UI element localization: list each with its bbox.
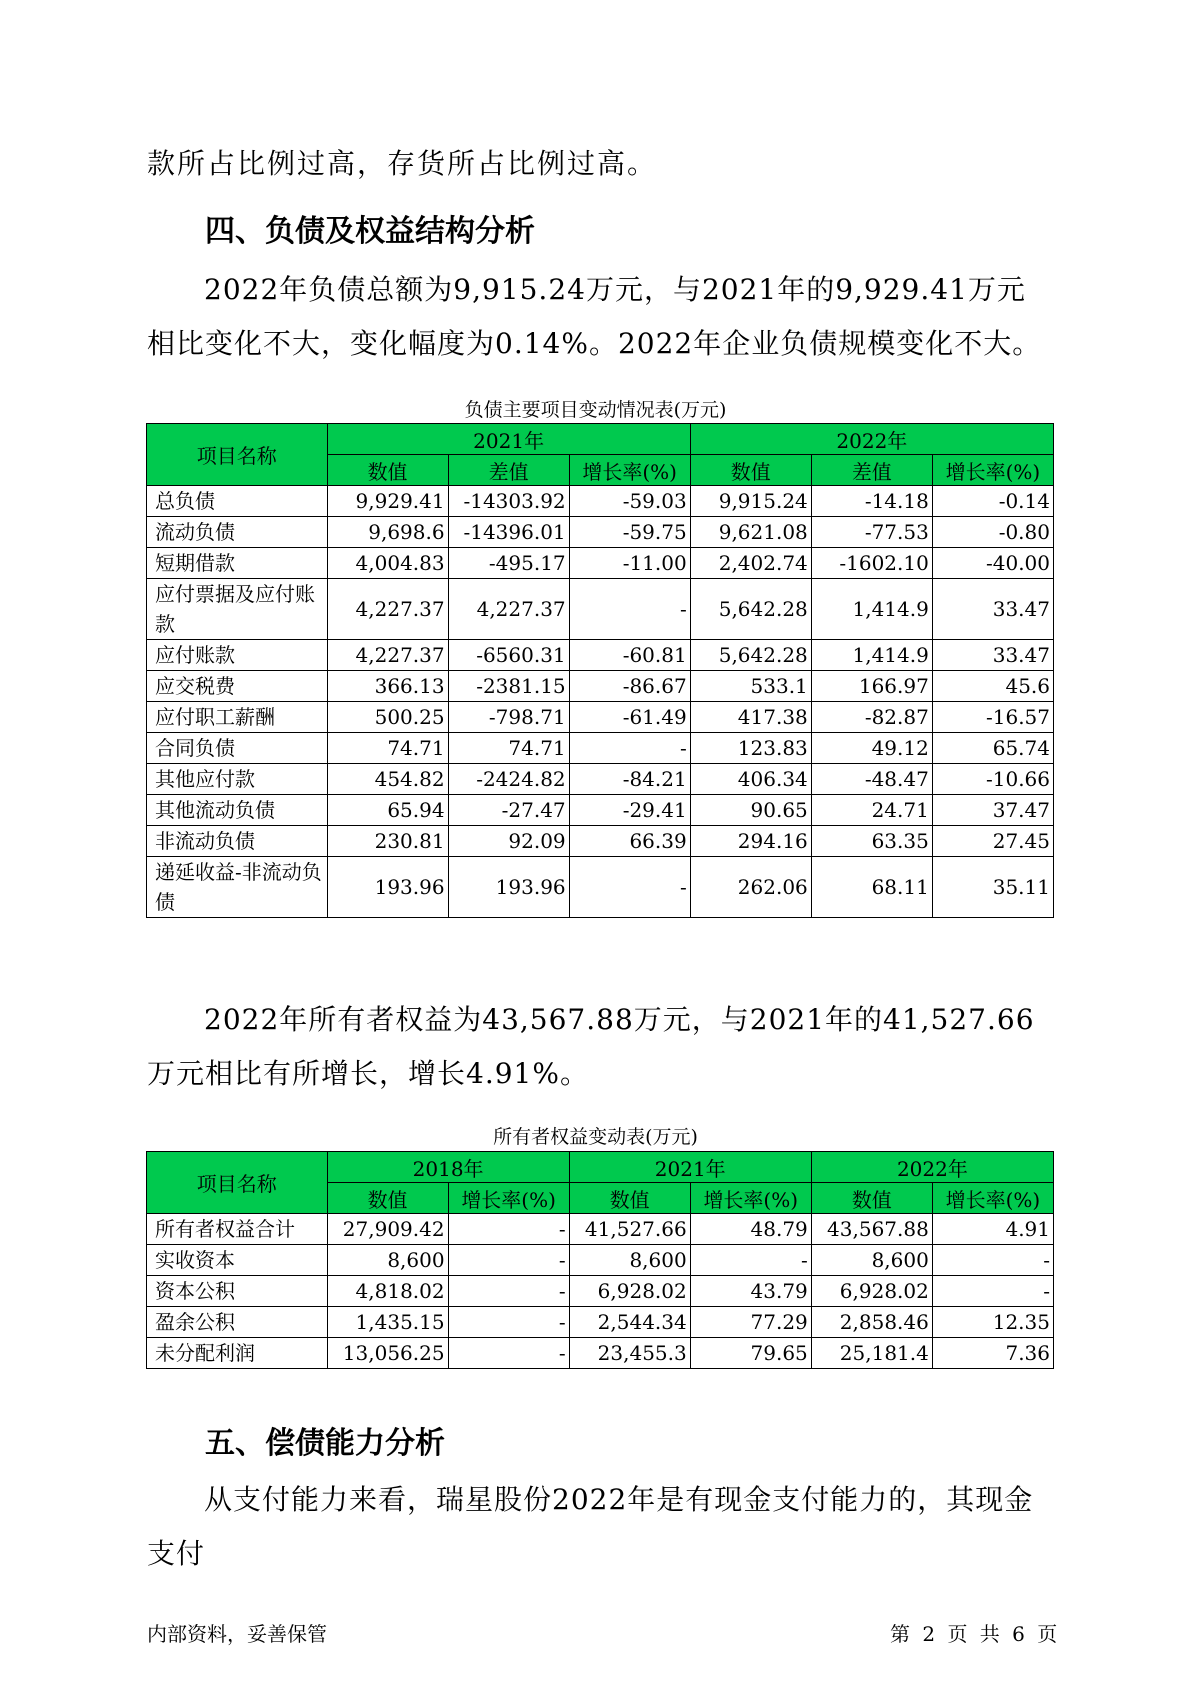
item-header: 项目名称 <box>147 424 328 486</box>
year-header: 2022年 <box>690 424 1053 455</box>
table-cell: 49.12 <box>811 733 932 764</box>
subheader: 增长率(%) <box>690 1183 811 1214</box>
table-cell: -60.81 <box>569 640 690 671</box>
table-cell: 37.47 <box>932 795 1053 826</box>
row-label: 盈余公积 <box>147 1307 328 1338</box>
table-cell: - <box>932 1245 1053 1276</box>
footer-confidential-note: 内部资料，妥善保管 <box>147 1622 327 1646</box>
table2-caption: 所有者权益变动表(万元) <box>493 1126 698 1148</box>
table-cell: 7.36 <box>932 1338 1053 1369</box>
table-cell: 66.39 <box>569 826 690 857</box>
table-cell: 65.74 <box>932 733 1053 764</box>
item-header: 项目名称 <box>147 1152 328 1214</box>
table-cell: 366.13 <box>327 671 448 702</box>
table-cell: -59.03 <box>569 486 690 517</box>
table-cell: 2,544.34 <box>569 1307 690 1338</box>
table-cell: 230.81 <box>327 826 448 857</box>
table-cell: 9,698.6 <box>327 517 448 548</box>
table-cell: -48.47 <box>811 764 932 795</box>
row-label: 未分配利润 <box>147 1338 328 1369</box>
table-cell: 1,435.15 <box>327 1307 448 1338</box>
table-cell: -0.14 <box>932 486 1053 517</box>
row-label: 短期借款 <box>147 548 328 579</box>
subheader: 数值 <box>690 455 811 486</box>
row-label: 应付职工薪酬 <box>147 702 328 733</box>
liability-summary-text: 2022年负债总额为9,915.24万元，与2021年的9,929.41万元相比变化不大，变化幅度为0.14%。2022年企业负债规模变化不大。 <box>147 273 1042 360</box>
row-label: 所有者权益合计 <box>147 1214 328 1245</box>
equity-summary-text: 2022年所有者权益为43,567.88万元，与2021年的41,527.66万元相比有所增长，增长4.91%。 <box>147 1003 1035 1090</box>
row-label: 递延收益-非流动负债 <box>147 857 328 918</box>
table-cell: - <box>448 1245 569 1276</box>
table-cell: -6560.31 <box>448 640 569 671</box>
table-row <box>147 548 1054 579</box>
table1-caption: 负债主要项目变动情况表(万元) <box>464 399 727 421</box>
table-cell: -86.67 <box>569 671 690 702</box>
table-cell: 45.6 <box>932 671 1053 702</box>
liability-summary-paragraph <box>147 263 1047 371</box>
subheader: 增长率(%) <box>448 1183 569 1214</box>
table-cell: 63.35 <box>811 826 932 857</box>
table-cell: 9,621.08 <box>690 517 811 548</box>
table-cell: 2,402.74 <box>690 548 811 579</box>
row-label: 合同负债 <box>147 733 328 764</box>
table-cell: 4.91 <box>932 1214 1053 1245</box>
table-row <box>147 826 1054 857</box>
table-cell: 8,600 <box>569 1245 690 1276</box>
table-cell: 27.45 <box>932 826 1053 857</box>
table-cell: 77.29 <box>690 1307 811 1338</box>
year-header: 2021年 <box>327 424 690 455</box>
table-row <box>147 702 1054 733</box>
table-cell: 65.94 <box>327 795 448 826</box>
subheader: 增长率(%) <box>932 1183 1053 1214</box>
table-cell: - <box>448 1307 569 1338</box>
table-row <box>147 1276 1054 1307</box>
table-cell: -11.00 <box>569 548 690 579</box>
table-cell: -29.41 <box>569 795 690 826</box>
table-cell: 4,227.37 <box>448 579 569 640</box>
row-label: 非流动负债 <box>147 826 328 857</box>
table-cell: 4,004.83 <box>327 548 448 579</box>
footer-page-number: 第 2 页 共 6 页 <box>890 1622 1058 1646</box>
subheader: 数值 <box>327 1183 448 1214</box>
table-cell: 5,642.28 <box>690 579 811 640</box>
table-cell: 8,600 <box>327 1245 448 1276</box>
table-cell: 123.83 <box>690 733 811 764</box>
table-cell: 92.09 <box>448 826 569 857</box>
table-cell: -14.18 <box>811 486 932 517</box>
table-cell: -0.80 <box>932 517 1053 548</box>
equity-summary-paragraph <box>147 993 1047 1101</box>
table-cell: -1602.10 <box>811 548 932 579</box>
table-cell: -14396.01 <box>448 517 569 548</box>
table-cell: 417.38 <box>690 702 811 733</box>
table-cell: -2424.82 <box>448 764 569 795</box>
year-header: 2018年 <box>327 1152 569 1183</box>
table-row <box>147 579 1054 640</box>
table-cell: 74.71 <box>448 733 569 764</box>
table-cell: 23,455.3 <box>569 1338 690 1369</box>
table-cell: -495.17 <box>448 548 569 579</box>
table-cell: 166.97 <box>811 671 932 702</box>
table-cell: 79.65 <box>690 1338 811 1369</box>
subheader: 增长率(%) <box>932 455 1053 486</box>
subheader: 增长率(%) <box>569 455 690 486</box>
table-row <box>147 857 1054 918</box>
table-cell: 193.96 <box>448 857 569 918</box>
year-header: 2022年 <box>811 1152 1053 1183</box>
table-row <box>147 640 1054 671</box>
liability-table <box>146 423 1054 918</box>
row-label: 流动负债 <box>147 517 328 548</box>
row-label: 资本公积 <box>147 1276 328 1307</box>
table-cell: - <box>569 857 690 918</box>
solvency-paragraph <box>147 1473 1047 1581</box>
table-cell: 27,909.42 <box>327 1214 448 1245</box>
row-label: 其他应付款 <box>147 764 328 795</box>
table-cell: 1,414.9 <box>811 579 932 640</box>
intro-line: 款所占比例过高，存货所占比例过高。 <box>147 147 658 180</box>
table-cell: 24.71 <box>811 795 932 826</box>
table-cell: 41,527.66 <box>569 1214 690 1245</box>
table-cell: 9,915.24 <box>690 486 811 517</box>
table-cell: - <box>690 1245 811 1276</box>
row-label: 实收资本 <box>147 1245 328 1276</box>
table-cell: 294.16 <box>690 826 811 857</box>
table-cell: 454.82 <box>327 764 448 795</box>
table-cell: - <box>932 1276 1053 1307</box>
table-cell: 25,181.4 <box>811 1338 932 1369</box>
row-label: 总负债 <box>147 486 328 517</box>
subheader: 差值 <box>811 455 932 486</box>
table-cell: 33.47 <box>932 640 1053 671</box>
table-cell: 12.35 <box>932 1307 1053 1338</box>
table-cell: 262.06 <box>690 857 811 918</box>
section-5-heading: 五、偿债能力分析 <box>205 1426 445 1461</box>
table-cell: -2381.15 <box>448 671 569 702</box>
table-cell: - <box>448 1338 569 1369</box>
row-label: 应付票据及应付账款 <box>147 579 328 640</box>
table-cell: 6,928.02 <box>569 1276 690 1307</box>
table-row <box>147 671 1054 702</box>
subheader: 差值 <box>448 455 569 486</box>
table-row <box>147 795 1054 826</box>
table-cell: 33.47 <box>932 579 1053 640</box>
table-cell: -27.47 <box>448 795 569 826</box>
table-row <box>147 1245 1054 1276</box>
table-cell: 13,056.25 <box>327 1338 448 1369</box>
table-cell: 5,642.28 <box>690 640 811 671</box>
row-label: 应交税费 <box>147 671 328 702</box>
table-cell: 4,818.02 <box>327 1276 448 1307</box>
table-cell: -798.71 <box>448 702 569 733</box>
table-row <box>147 486 1054 517</box>
table-cell: 74.71 <box>327 733 448 764</box>
table-cell: -77.53 <box>811 517 932 548</box>
table-cell: 4,227.37 <box>327 579 448 640</box>
table-cell: 68.11 <box>811 857 932 918</box>
table-cell: -40.00 <box>932 548 1053 579</box>
table-row <box>147 1214 1054 1245</box>
year-header: 2021年 <box>569 1152 811 1183</box>
table-row <box>147 1307 1054 1338</box>
table-cell: -10.66 <box>932 764 1053 795</box>
table-cell: 90.65 <box>690 795 811 826</box>
table-cell: - <box>448 1214 569 1245</box>
table-row <box>147 764 1054 795</box>
equity-table <box>146 1151 1054 1369</box>
table-cell: 48.79 <box>690 1214 811 1245</box>
table-cell: - <box>569 579 690 640</box>
table-cell: -84.21 <box>569 764 690 795</box>
table-cell: 533.1 <box>690 671 811 702</box>
table-cell: 8,600 <box>811 1245 932 1276</box>
table-cell: 43,567.88 <box>811 1214 932 1245</box>
table-cell: 193.96 <box>327 857 448 918</box>
subheader: 数值 <box>569 1183 690 1214</box>
table-cell: 4,227.37 <box>327 640 448 671</box>
table-cell: 1,414.9 <box>811 640 932 671</box>
table-cell: 6,928.02 <box>811 1276 932 1307</box>
table-cell: -14303.92 <box>448 486 569 517</box>
table-cell: 2,858.46 <box>811 1307 932 1338</box>
table-cell: 9,929.41 <box>327 486 448 517</box>
row-label: 应付账款 <box>147 640 328 671</box>
section-4-heading: 四、负债及权益结构分析 <box>205 214 535 249</box>
subheader: 数值 <box>327 455 448 486</box>
table-cell: - <box>569 733 690 764</box>
table-row <box>147 517 1054 548</box>
table-cell: 35.11 <box>932 857 1053 918</box>
table-cell: - <box>448 1276 569 1307</box>
table-row <box>147 733 1054 764</box>
row-label: 其他流动负债 <box>147 795 328 826</box>
table-cell: 500.25 <box>327 702 448 733</box>
solvency-text: 从支付能力来看，瑞星股份2022年是有现金支付能力的，其现金支付 <box>147 1483 1034 1570</box>
table-cell: -59.75 <box>569 517 690 548</box>
table-cell: -16.57 <box>932 702 1053 733</box>
subheader: 数值 <box>811 1183 932 1214</box>
table-cell: 43.79 <box>690 1276 811 1307</box>
table-cell: -82.87 <box>811 702 932 733</box>
table-row <box>147 1338 1054 1369</box>
table-cell: 406.34 <box>690 764 811 795</box>
table-cell: -61.49 <box>569 702 690 733</box>
